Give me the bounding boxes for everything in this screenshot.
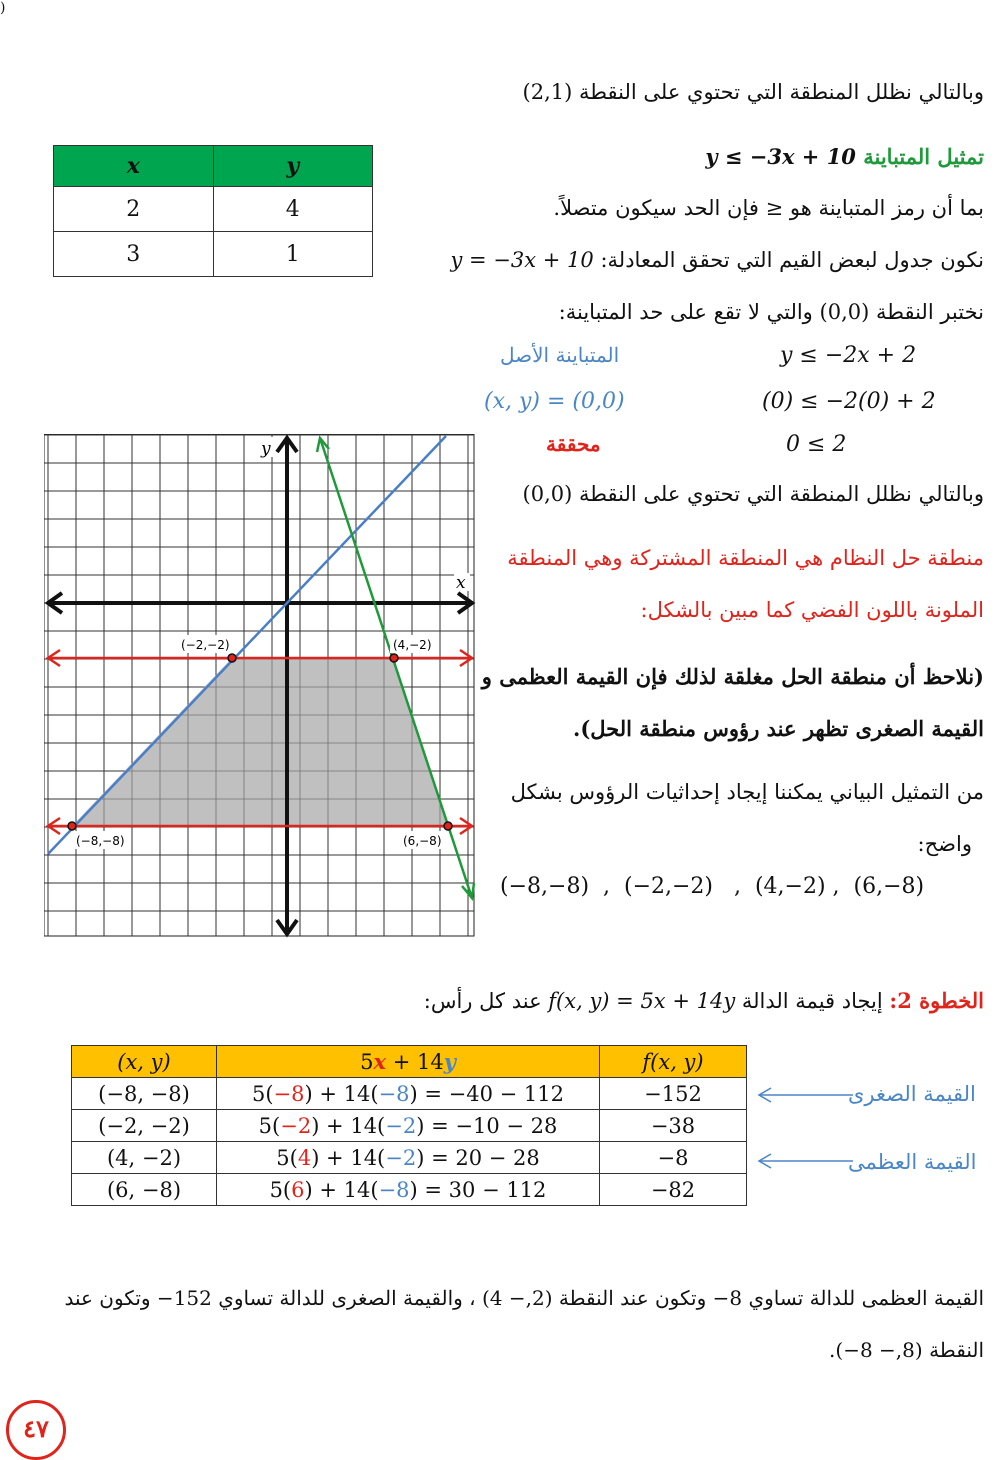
xy-cell: 3 <box>54 232 214 277</box>
original-inequality-label: المتباينة الأصل <box>500 343 620 367</box>
min-arrow-icon <box>755 1085 855 1105</box>
text-line-11: من التمثيل البياني يمكننا إيجاد إحداثيات الرؤوس بشكل <box>510 780 984 804</box>
ft-point: (6, −8) <box>72 1174 217 1206</box>
text-line-12: واضح: <box>917 832 972 856</box>
section-title-text: تمثيل المتباينة <box>863 144 984 169</box>
vertex-point <box>228 654 236 662</box>
test-point: (x, y) = (0,0) <box>484 389 625 414</box>
original-inequality: y ≤ −2x + 2 <box>780 343 917 368</box>
ft-value: −38 <box>600 1110 747 1142</box>
max-arrow-icon <box>755 1151 855 1171</box>
text-line-3: بما أن رمز المتباينة هو ≤ فإن الحد سيكون متصلاً. <box>553 196 984 220</box>
section-title <box>705 144 984 169</box>
ft-expr: 5(−8) + 14(−8) = −40 − 112 <box>217 1078 600 1110</box>
text-line-4-text: نكون جدول لبعض القيم التي تحقق المعادلة: <box>600 248 984 272</box>
vertices-list: (−8,−8) , (−2,−2) , (4,−2) , (6,−8) <box>500 874 925 899</box>
ft-expr: 5(4) + 14(−2) = 20 − 28 <box>217 1142 600 1174</box>
xy-header-y: y <box>213 146 373 187</box>
xy-cell: 4 <box>213 187 373 232</box>
table-row <box>72 1078 747 1110</box>
ft-header-f: f(x, y) <box>600 1046 747 1078</box>
ft-point: (−8, −8) <box>72 1078 217 1110</box>
table-row <box>72 1110 747 1142</box>
text-line-9: (نلاحظ أن منطقة الحل مغلقة لذلك فإن القيمة العظمى و <box>481 664 984 689</box>
conclusion-line-2: النقطة (8,− 8−). <box>829 1338 984 1362</box>
text-line-1: وبالتالي نظلل المنطقة التي تحتوي على النقطة (2,1) <box>522 80 984 104</box>
xy-header-x: x <box>54 146 214 187</box>
ft-point: (−2, −2) <box>72 1110 217 1142</box>
text-line-8: الملونة باللون الفضي كما مبين بالشكل: <box>640 598 984 622</box>
conclusion-line-1: القيمة العظمى للدالة تساوي 8− وتكون عند النقطة (2,− 4) ، والقيمة الصغرى للدالة تساوي 152− وتكون عند <box>64 1286 984 1310</box>
ft-header-expr: 5x + 14y <box>217 1046 600 1078</box>
ft-expr: 5(6) + 14(−8) = 30 − 112 <box>217 1174 600 1206</box>
vertex-label: (4,−2) <box>393 638 432 652</box>
ft-value: −8 <box>600 1142 747 1174</box>
text-line-10: القيمة الصغرى تظهر عند رؤوس منطقة الحل). <box>573 716 984 741</box>
step-2-label: الخطوة 2: <box>889 988 984 1013</box>
ft-header-point: (x, y) <box>72 1046 217 1078</box>
y-axis-label: y <box>261 439 271 459</box>
text-line-6: وبالتالي نظلل المنطقة التي تحتوي على النقطة (0,0) <box>522 482 984 506</box>
text-line-5: نختبر النقطة (0,0) والتي لا تقع على حد المتباينة: <box>558 300 984 324</box>
vertex-label: (6,−8) <box>403 834 442 848</box>
ft-expr: 5(−2) + 14(−2) = −10 − 28 <box>217 1110 600 1142</box>
ft-value: −82 <box>600 1174 747 1206</box>
step-2-text-end: عند كل رأس: <box>423 989 542 1013</box>
table-row <box>72 1142 747 1174</box>
vertex-label: (−8,−8) <box>76 834 125 848</box>
text-line-7: منطقة حل النظام هي المنطقة المشتركة وهي المنطقة <box>507 546 984 570</box>
table-row <box>72 1174 747 1206</box>
max-label: القيمة العظمى <box>848 1150 977 1174</box>
xy-table <box>53 145 373 277</box>
ft-value: −152 <box>600 1078 747 1110</box>
x-axis-label: x <box>456 573 466 593</box>
test-result: 0 ≤ 2 <box>786 432 847 457</box>
corner-mark: ) <box>0 0 6 16</box>
vertex-label: (−2,−2) <box>181 638 230 652</box>
true-label: محققة <box>546 432 601 456</box>
function-table <box>71 1045 747 1206</box>
text-line-4 <box>451 248 985 272</box>
vertex-point <box>390 654 398 662</box>
section-title-math: y ≤ −3x + 10 <box>705 144 856 169</box>
step-2-line <box>424 988 984 1013</box>
text-line-4-math: y = −3x + 10 <box>450 248 594 272</box>
test-substitution: (0) ≤ −2(0) + 2 <box>762 389 936 414</box>
step-2-text: إيجاد قيمة الدالة <box>741 989 883 1013</box>
xy-cell: 1 <box>213 232 373 277</box>
step-2-function: f(x, y) = 5x + 14y <box>548 989 736 1013</box>
vertex-point <box>68 822 76 830</box>
ft-point: (4, −2) <box>72 1142 217 1174</box>
min-label: القيمة الصغرى <box>848 1082 976 1106</box>
vertex-point <box>444 822 452 830</box>
coordinate-graph <box>44 434 476 938</box>
page-number: ٤٧ <box>6 1400 66 1460</box>
xy-cell: 2 <box>54 187 214 232</box>
